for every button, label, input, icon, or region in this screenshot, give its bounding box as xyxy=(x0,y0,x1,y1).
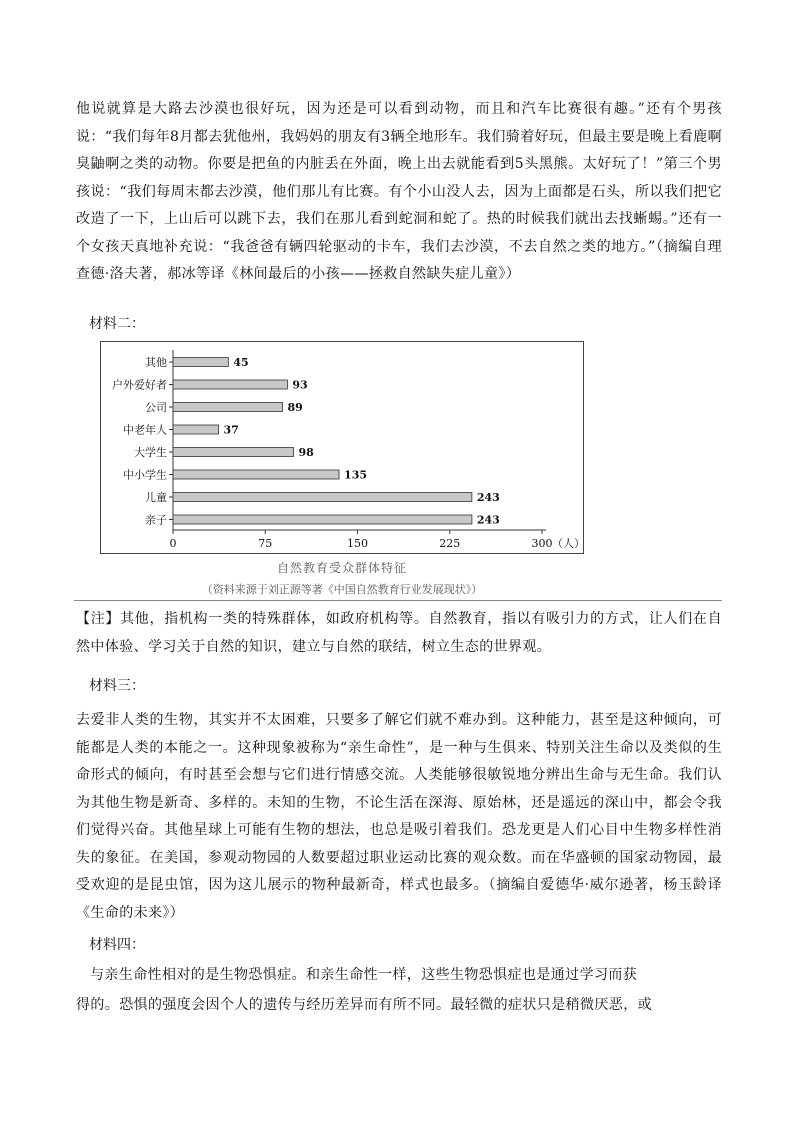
x-tick-label: 225 xyxy=(439,537,461,550)
category-label: 中小学生 xyxy=(123,468,167,482)
divider-line xyxy=(74,600,722,601)
material-three-source: （摘编自爱德华·威尔逊著，杨玉龄译《生命的未来》） xyxy=(76,877,723,921)
bar xyxy=(173,425,219,434)
x-tick-label: 300 xyxy=(531,537,553,550)
bar-value-label: 93 xyxy=(292,378,308,392)
material-three-paragraph xyxy=(76,707,722,927)
bar xyxy=(173,358,228,367)
category-label: 其他 xyxy=(145,356,167,369)
bar xyxy=(173,380,287,389)
bar xyxy=(173,403,282,412)
category-label: 大学生 xyxy=(134,446,167,459)
category-label: 户外爱好者 xyxy=(112,378,167,392)
material-one-source: （摘编自理查德·洛夫著，郝冰等译《林间最后的小孩——拯救自然缺失症儿童》） xyxy=(76,238,723,282)
bar-value-label: 243 xyxy=(476,491,500,504)
chart-note: 【注】其他，指机构一类的特殊群体，如政府机构等。自然教育，指以有吸引力的方式，让人们在自然中体验、学习关于自然的知识，建立与自然的联结，树立生态的世界观。 xyxy=(76,611,722,655)
chart-canvas xyxy=(101,342,585,555)
bar-value-label: 98 xyxy=(298,446,314,459)
material-four-line-2: 得的。恐惧的强度会因个人的遗传与经历差异而有所不同。最轻微的症状只是稍微厌恶，或 xyxy=(76,997,652,1013)
x-tick-label: 75 xyxy=(258,537,273,550)
bar xyxy=(173,493,472,502)
x-tick-label: 0 xyxy=(169,537,177,550)
bar-value-label: 45 xyxy=(233,356,249,369)
material-one-text: 他说就算是大路去沙漠也很好玩，因为还是可以看到动物，而且和汽车比赛很有趣。”还有个男孩说：“我们每年8月都去犹他州，我妈妈的朋友有3辆全地形车。我们骑着好玩，但最主要是晚上看鹿啊臭鼬啊之类的动物。你要是把鱼的内脏丢在外面，晚上出去就能看到5头黑熊。太好玩了！”第三个男孩说：“我们每周末都去沙漠，他们那儿有比赛。有个小山没人去，因为上面都是石头，所以我们把它改造了一下，上山后可以跳下去，我们在那儿看到蛇洞和蛇了。热的时候我们就出去找蜥蜴。”还有一个女孩天真地补充说：“我爸爸有辆四轮驱动的卡车，我们去沙漠，不去自然之类的地方。” xyxy=(76,101,722,255)
bar-value-label: 89 xyxy=(287,401,303,414)
bar-value-label: 243 xyxy=(476,513,500,527)
material-four-heading: 材料四： xyxy=(89,937,145,953)
x-axis-unit-label: （人） xyxy=(552,537,585,550)
material-four-line-1: 与亲生命性相对的是生物恐惧症。和亲生命性一样，这些生物恐惧症也是通过学习而获 xyxy=(90,967,638,983)
bar-chart xyxy=(100,341,584,554)
bar xyxy=(173,470,339,479)
x-tick-label: 150 xyxy=(347,537,368,550)
chart-caption: 自然教育受众群体特征 xyxy=(276,561,407,575)
bar-value-label: 135 xyxy=(344,468,368,482)
category-label: 公司 xyxy=(145,401,167,414)
category-label: 儿童 xyxy=(145,491,167,504)
chart-source: （资料来源于刘正源等著《中国自然教育行业发展现状》） xyxy=(201,583,483,596)
bar-value-label: 37 xyxy=(223,423,239,437)
material-three-heading: 材料三： xyxy=(89,678,145,694)
category-label: 亲子 xyxy=(145,513,167,527)
material-two-heading: 材料二： xyxy=(89,316,145,332)
bar xyxy=(173,448,294,457)
bar xyxy=(173,515,472,524)
category-label: 中老年人 xyxy=(123,423,167,437)
material-one-paragraph xyxy=(76,96,722,289)
material-three-text: 去爱非人类的生物，其实并不太困难，只要多了解它们就不难办到。这种能力，甚至是这种倾向，可能都是人类的本能之一。这种现象被称为“亲生命性”，是一种与生俱来、特别关注生命以及类似的生命形式的倾向，有时甚至会想与它们进行情感交流。人类能够很敏锐地分辨出生命与无生命。我们认为其他生物是新奇、多样的。未知的生物，不论生活在深海、原始林，还是遥远的深山中，都会令我们觉得兴奋。其他星球上可能有生物的想法，也总是吸引着我们。恐龙更是人们心目中生物多样性消失的象征。在美国，参观动物园的人数要超过职业运动比赛的观众数。而在华盛顿的国家动物园，最受欢迎的是昆虫馆，因为这儿展示的物种最新奇，样式也最多。 xyxy=(76,712,722,893)
